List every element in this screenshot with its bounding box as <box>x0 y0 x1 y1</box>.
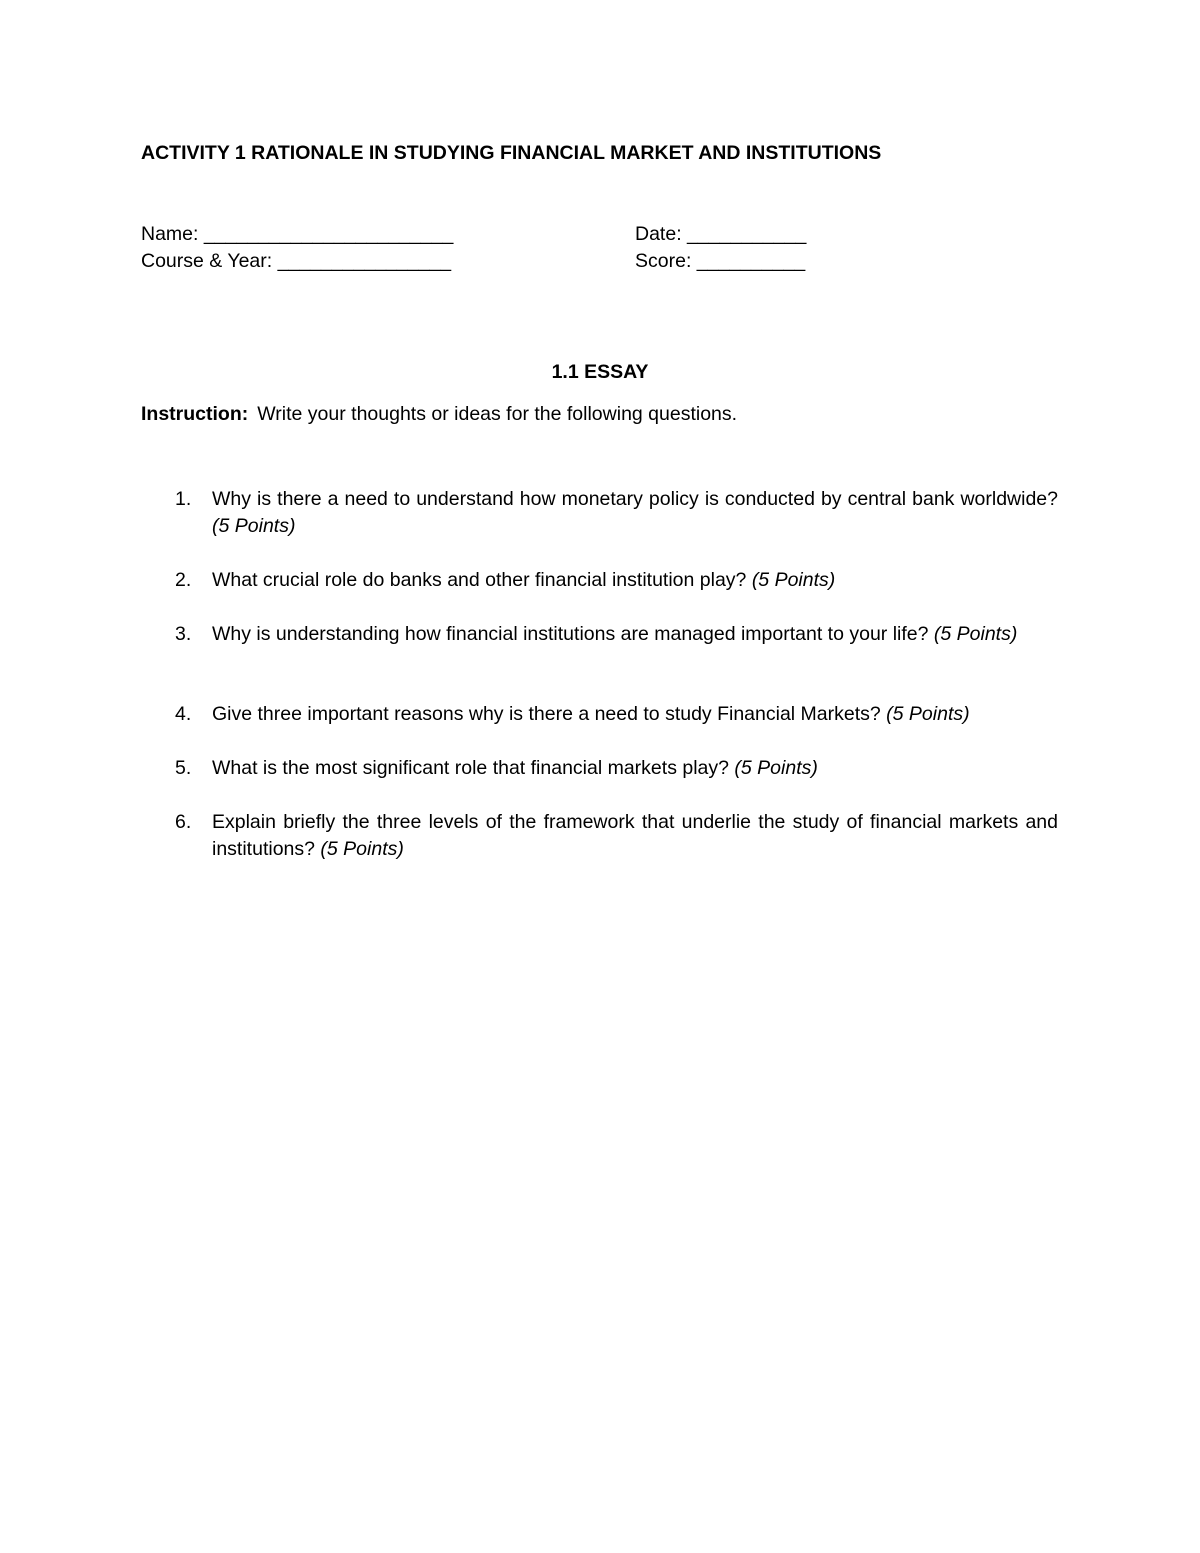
instruction <box>141 403 737 426</box>
question-text: What crucial role do banks and other financial institution play? (5 Points) <box>212 569 836 591</box>
question-text: Why is understanding how financial institutions are managed important to your life? (5 Points) <box>212 623 1018 645</box>
question-points: (5 Points) <box>212 515 296 537</box>
question-points: (5 Points) <box>320 838 404 860</box>
question-number: 1. <box>175 488 192 510</box>
question-points: (5 Points) <box>933 623 1018 645</box>
section-title: 1.1 ESSAY <box>551 361 649 383</box>
question-points: (5 Points) <box>734 757 818 779</box>
question-number: 2. <box>175 569 192 591</box>
document-title: ACTIVITY 1 RATIONALE IN STUDYING FINANCIAL MARKET AND INSTITUTIONS <box>141 142 882 164</box>
instruction-text: Write your thoughts or ideas for the following questions. <box>257 403 738 425</box>
question-points: (5 Points) <box>751 569 836 591</box>
question-number: 4. <box>175 703 192 725</box>
date-field: Date: ___________ <box>635 223 807 245</box>
name-field: Name: _______________________ <box>141 223 454 245</box>
instruction-label: Instruction: <box>141 403 249 425</box>
question-text: Why is there a need to understand how monetary policy is conducted by central bank worldwide? (5 Points) <box>212 488 1058 537</box>
question-text: What is the most significant role that financial markets play? (5 Points) <box>212 757 818 779</box>
course-year-field: Course & Year: ________________ <box>141 250 452 272</box>
score-field: Score: __________ <box>635 250 806 272</box>
question-number: 3. <box>175 623 192 645</box>
question-text: Explain briefly the three levels of the framework that underlie the study of financial markets and institutions? (5 Points) <box>212 811 1058 860</box>
question-number: 5. <box>175 757 192 779</box>
question-text: Give three important reasons why is there a need to study Financial Markets? (5 Points) <box>212 703 970 725</box>
question-number: 6. <box>175 811 192 833</box>
question-points: (5 Points) <box>886 703 970 725</box>
